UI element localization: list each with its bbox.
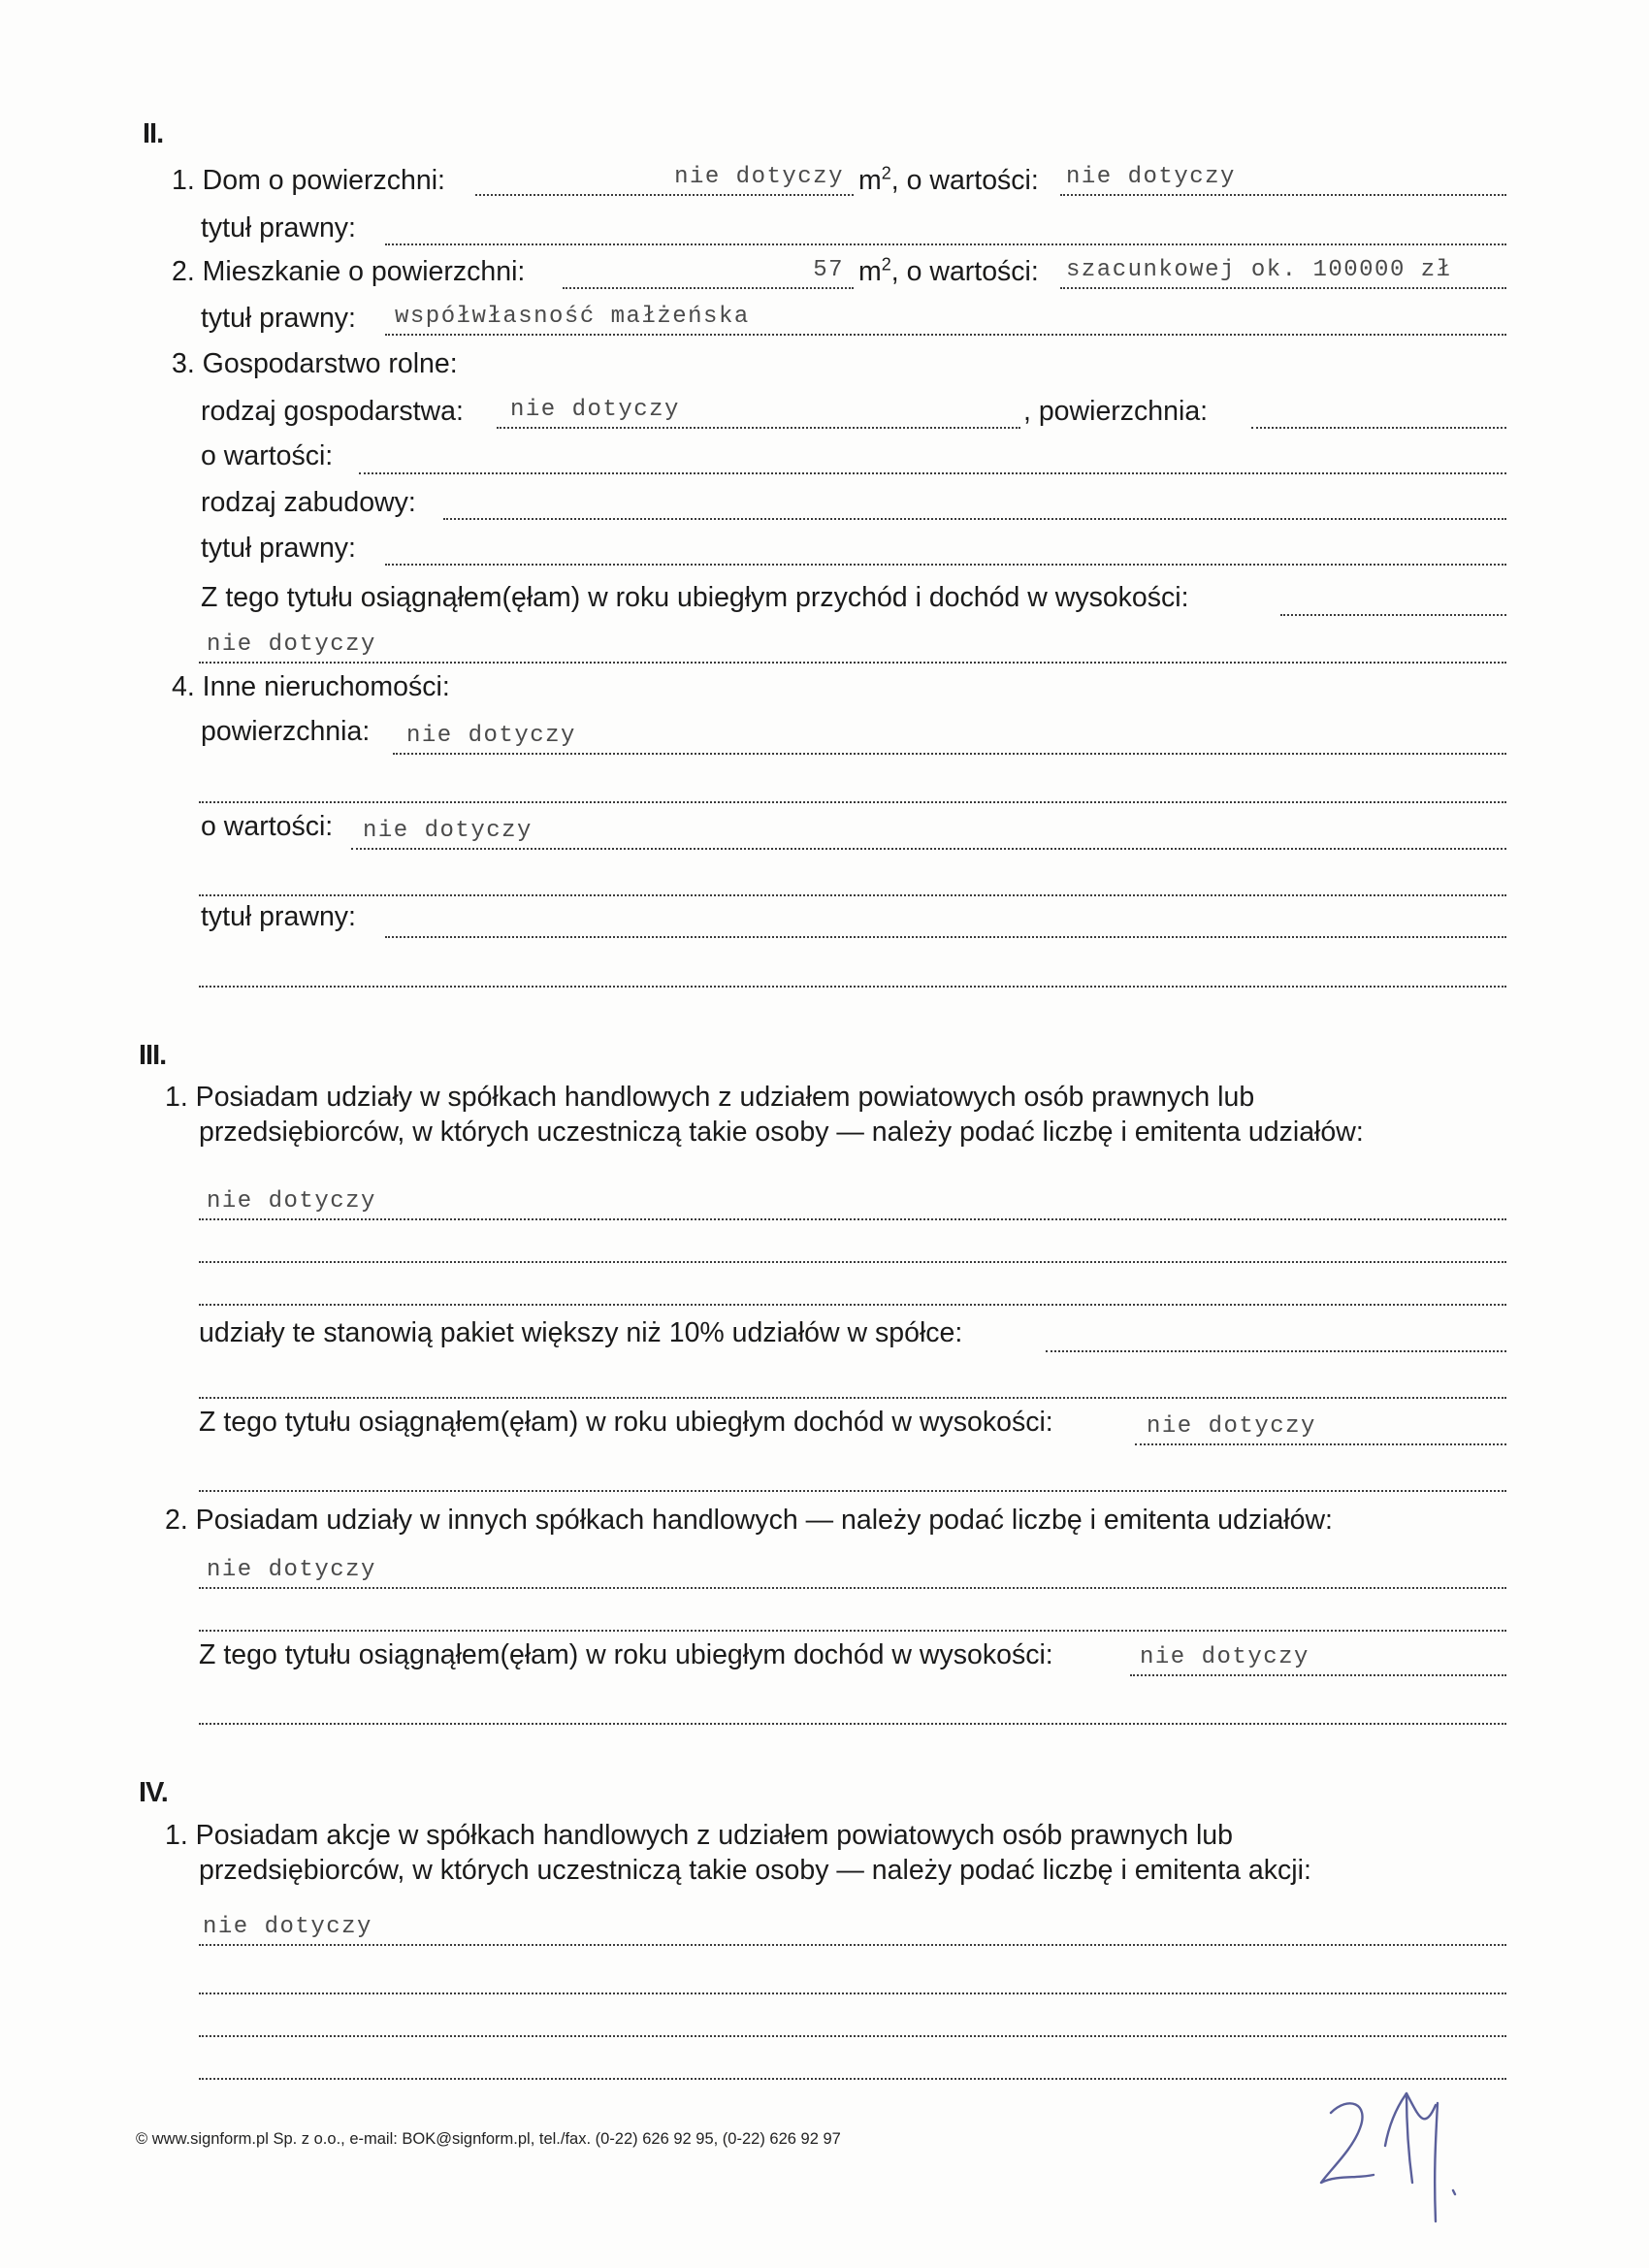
stocks-item1-answer-3[interactable] — [199, 2000, 1506, 2037]
section-iii-heading: III. — [139, 1040, 167, 1071]
farm-value-label: o wartości: — [201, 440, 334, 471]
farm-area-label: , powierzchnia: — [1023, 396, 1209, 427]
stocks-item1-answer[interactable]: nie dotyczy — [199, 1909, 1506, 1946]
flat-unit-sup: 2 — [881, 254, 891, 275]
stocks-item1-line2: przedsiębiorców, w których uczestniczą takie osoby — należy podać liczbę i emitenta akcji: — [199, 1855, 1311, 1886]
shares-item2-income-label: Z tego tytułu osiągnąłem(ęłam) w roku ubiegłym dochód w wysokości: — [199, 1639, 1053, 1670]
shares-item1-line1: 1. Posiadam udziały w spółkach handlowych z udziałem powiatowych osób prawnych lub — [165, 1082, 1255, 1113]
flat-unit-m: m — [858, 256, 882, 287]
footer-copyright: © www.signform.pl Sp. z o.o., e-mail: BOK@signform.pl, tel./fax. (0-22) 626 92 95, (0-22) 626 92 97 — [136, 2130, 841, 2148]
stocks-item1-answer-4[interactable] — [199, 2043, 1506, 2080]
other-title-field[interactable] — [385, 901, 1506, 938]
other-value-label: o wartości: — [201, 811, 334, 842]
house-value-label: , o wartości: — [890, 165, 1039, 196]
house-title-field[interactable] — [385, 209, 1506, 245]
other-area-field-2[interactable] — [199, 766, 1506, 803]
flat-label: 2. Mieszkanie o powierzchni: — [172, 256, 526, 287]
farm-buildings-field[interactable] — [443, 483, 1506, 520]
house-label: 1. Dom o powierzchni: — [172, 165, 445, 196]
shares-item2-line1: 2. Posiadam udziały w innych spółkach handlowych — należy podać liczbę i emitenta udziałów: — [165, 1505, 1333, 1536]
other-area-label: powierzchnia: — [201, 716, 371, 747]
other-value-field[interactable]: nie dotyczy — [351, 813, 1506, 850]
farm-income-field-tail[interactable] — [1280, 579, 1506, 616]
section-ii-heading: II. — [143, 118, 164, 149]
shares-item1-answer-2[interactable] — [199, 1226, 1506, 1263]
shares-package-label: udziały te stanowią pakiet większy niż 10% udziałów w spółce: — [199, 1317, 963, 1348]
farm-income-field[interactable]: nie dotyczy — [199, 627, 1506, 664]
flat-value-field[interactable]: szacunkowej ok. 100000 zł — [1060, 252, 1506, 289]
shares-income-field[interactable]: nie dotyczy — [1135, 1409, 1506, 1445]
shares-package-field-2[interactable] — [199, 1362, 1506, 1399]
other-label: 4. Inne nieruchomości: — [172, 671, 450, 702]
farm-title-field[interactable] — [385, 529, 1506, 566]
stocks-item1-line1: 1. Posiadam akcje w spółkach handlowych z udziałem powiatowych osób prawnych lub — [165, 1820, 1233, 1851]
shares-income-label: Z tego tytułu osiągnąłem(ęłam) w roku ubiegłym dochód w wysokości: — [199, 1407, 1053, 1438]
house-value-field[interactable]: nie dotyczy — [1060, 159, 1506, 196]
shares-item2-answer-2[interactable] — [199, 1595, 1506, 1632]
handwritten-initials-signature — [1310, 2086, 1474, 2231]
shares-item2-income-field-2[interactable] — [199, 1688, 1506, 1725]
shares-income-field-2[interactable] — [199, 1455, 1506, 1492]
house-unit-sup: 2 — [881, 163, 891, 183]
house-area-field[interactable]: nie dotyczy — [475, 159, 854, 196]
farm-area-field[interactable] — [1251, 392, 1506, 429]
farm-type-label: rodzaj gospodarstwa: — [201, 396, 464, 427]
other-title-field-2[interactable] — [199, 951, 1506, 988]
house-unit — [858, 163, 1039, 196]
farm-buildings-label: rodzaj zabudowy: — [201, 487, 416, 518]
farm-type-field[interactable]: nie dotyczy — [497, 392, 1020, 429]
shares-item1-line2: przedsiębiorców, w których uczestniczą takie osoby — należy podać liczbę i emitenta udziałów: — [199, 1117, 1364, 1148]
flat-area-field[interactable]: 57 — [563, 252, 854, 289]
shares-item1-answer-3[interactable] — [199, 1269, 1506, 1306]
shares-package-field[interactable] — [1046, 1315, 1506, 1352]
shares-item2-income-field[interactable]: nie dotyczy — [1130, 1639, 1506, 1676]
shares-item2-answer[interactable]: nie dotyczy — [199, 1552, 1506, 1589]
other-value-field-2[interactable] — [199, 859, 1506, 896]
farm-title-label: tytuł prawny: — [201, 533, 356, 564]
house-unit-m: m — [858, 165, 882, 196]
other-area-field[interactable]: nie dotyczy — [393, 718, 1506, 755]
flat-unit — [858, 254, 1039, 287]
farm-label: 3. Gospodarstwo rolne: — [172, 348, 458, 379]
flat-title-label: tytuł prawny: — [201, 303, 356, 334]
section-iv-heading: IV. — [139, 1777, 168, 1808]
flat-title-field[interactable]: współwłasność małżeńska — [385, 299, 1506, 336]
shares-item1-answer[interactable]: nie dotyczy — [199, 1183, 1506, 1220]
flat-value-label: , o wartości: — [890, 256, 1039, 287]
farm-income-label: Z tego tytułu osiągnąłem(ęłam) w roku ubiegłym przychód i dochód w wysokości: — [201, 582, 1189, 613]
farm-value-field[interactable] — [359, 437, 1506, 474]
house-title-label: tytuł prawny: — [201, 212, 356, 243]
other-title-label: tytuł prawny: — [201, 901, 356, 932]
stocks-item1-answer-2[interactable] — [199, 1958, 1506, 1994]
